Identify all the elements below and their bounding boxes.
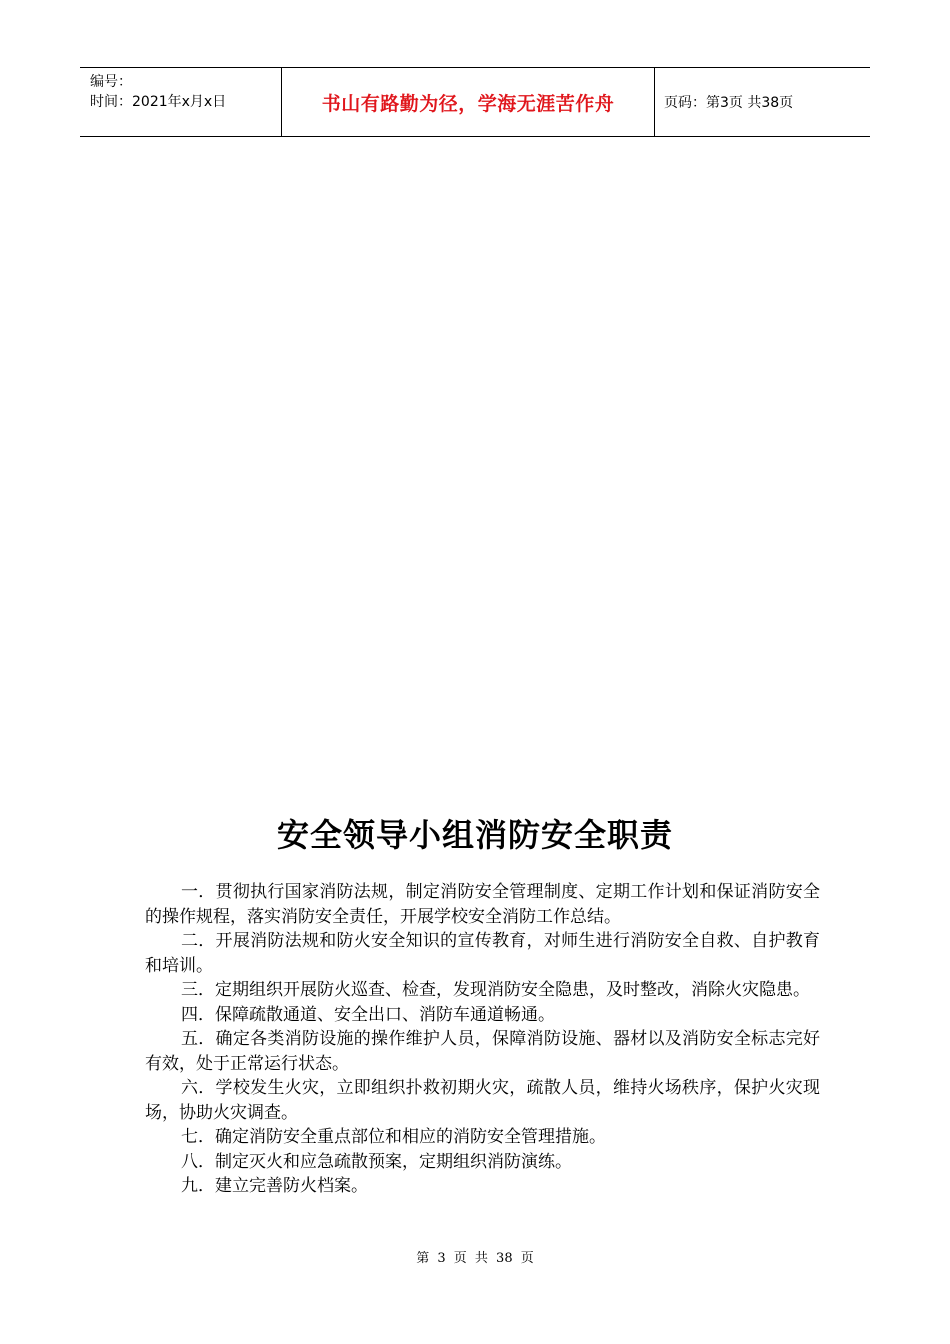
number-label: 编号： xyxy=(90,74,132,90)
paragraph: 二．开展消防法规和防火安全知识的宣传教育，对师生进行消防安全自救、自护教育和培训。 xyxy=(145,931,820,976)
header-meta xyxy=(80,68,282,136)
page-footer: 第 3 页 共 38 页 xyxy=(416,1251,534,1266)
paragraph: 五．确定各类消防设施的操作维护人员，保障消防设施、器材以及消防安全标志完好有效，处于正常运行状态。 xyxy=(145,1029,820,1074)
page-header xyxy=(80,67,870,137)
header-page-info: 页码：第3页 共38页 xyxy=(664,95,794,111)
document-title: 安全领导小组消防安全职责 xyxy=(276,816,673,854)
paragraph: 三．定期组织开展防火巡查、检查，发现消防安全隐患，及时整改，消除火灾隐患。 xyxy=(181,980,810,1000)
time-label: 时间：2021年x月x日 xyxy=(90,94,227,110)
header-motto: 书山有路勤为径，学海无涯苦作舟 xyxy=(282,68,655,136)
paragraph: 八．制定灭火和应急疏散预案，定期组织消防演练。 xyxy=(181,1151,572,1172)
document-body xyxy=(145,880,820,1199)
paragraph: 七．确定消防安全重点部位和相应的消防安全管理措施。 xyxy=(181,1127,606,1147)
paragraph: 四．保障疏散通道、安全出口、消防车通道畅通。 xyxy=(181,1004,555,1025)
paragraph: 六．学校发生火灾，立即组织扑救初期火灾，疏散人员，维持火场秩序，保护火灾现场，协助火灾调查。 xyxy=(145,1078,820,1123)
paragraph: 一．贯彻执行国家消防法规，制定消防安全管理制度、定期工作计划和保证消防安全的操作规程，落实消防安全责任，开展学校安全消防工作总结。 xyxy=(145,882,820,927)
paragraph: 九．建立完善防火档案。 xyxy=(181,1176,368,1196)
